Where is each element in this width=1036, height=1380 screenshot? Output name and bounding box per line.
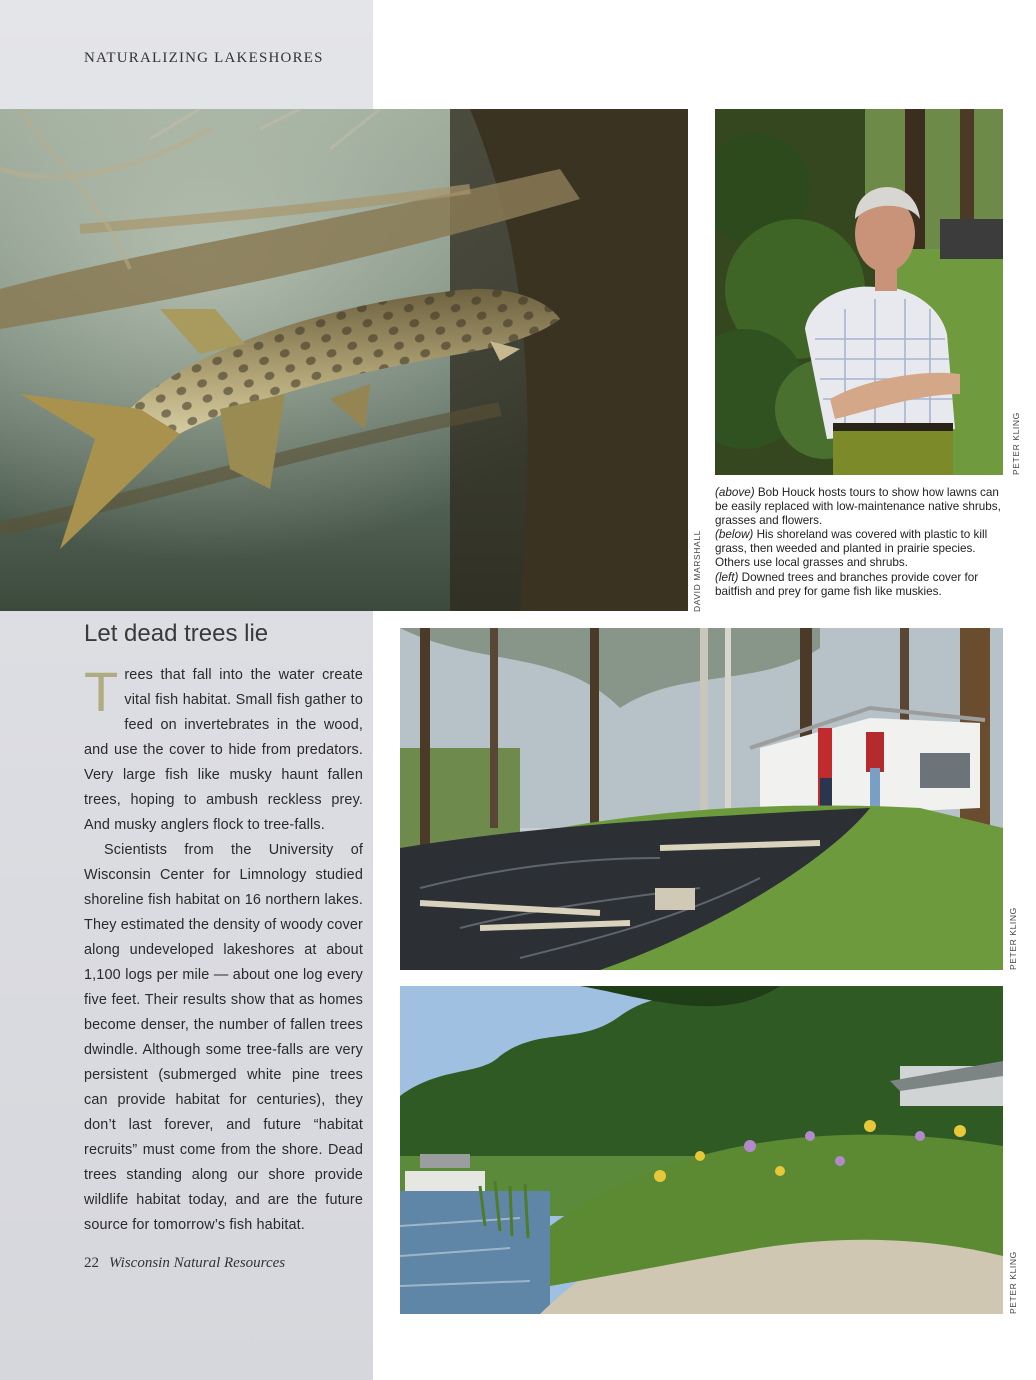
- photo-credit-portrait: PETER KLING: [1011, 412, 1021, 475]
- caption-below-tag: (below): [715, 528, 754, 542]
- drop-cap: T: [84, 660, 119, 723]
- page-footer: [84, 1255, 285, 1272]
- caption-above-tag: (above): [715, 486, 755, 499]
- article-body: [84, 660, 363, 1238]
- photo-credit-muskie: DAVID MARSHALL: [692, 530, 702, 612]
- article-heading: Let dead trees lie: [84, 620, 269, 647]
- plastic-covered-shore-photo: [400, 628, 1003, 970]
- publication-name: Wisconsin Natural Resources: [109, 1255, 286, 1271]
- prairie-shoreline-photo: [400, 986, 1003, 1314]
- caption-above-text: Bob Houck hosts tours to show how lawns can be easily replaced with low-maintenance native shrubs, grasses and flowers.: [715, 486, 1001, 528]
- article-paragraph-1: [84, 660, 363, 838]
- photo-caption: [715, 486, 1007, 599]
- photo-credit-prairie: PETER KLING: [1008, 1251, 1018, 1314]
- caption-below-text: His shoreland was covered with plastic to kill grass, then weeded and planted in prairie species. Others use local grasses and shrubs.: [715, 528, 988, 570]
- caption-left-tag: (left): [715, 570, 739, 584]
- muskie-underwater-photo: [0, 109, 688, 611]
- bob-houck-portrait-photo: [715, 109, 1003, 475]
- photo-credit-plastic: PETER KLING: [1008, 907, 1018, 970]
- running-head: NATURALIZING LAKESHORES: [84, 50, 324, 66]
- caption-left-text: Downed trees and branches provide cover for baitfish and prey for game fish like muskies.: [715, 570, 979, 598]
- paragraph-1-text: rees that fall into the water create vital fish habitat. Small fish gather to feed on invertebrates in the wood, and use the cover to hide from predators. Very large fish like musky haunt fallen trees, hoping to ambush reckless prey. And musky anglers flock to tree-falls.: [84, 667, 363, 833]
- article-paragraph-2: Scientists from the University of Wisconsin Center for Limnology studied shoreline fish habitat on 16 northern lakes. They estimated the density of woody cover along undeveloped lakeshores at about 1,100 logs per mile — about one log every five feet. Their results show that as homes become denser, the number of fallen trees dwindle. Although some tree-falls are very persistent (submerged white pine trees can provide habitat for centuries), they don’t last forever, and future “habitat recruits” must come from the shore. Dead trees standing along our shore provide wildlife habitat today, and are the future source for tomorrow’s fish habitat.: [84, 842, 363, 1233]
- page-number: 22: [84, 1255, 99, 1271]
